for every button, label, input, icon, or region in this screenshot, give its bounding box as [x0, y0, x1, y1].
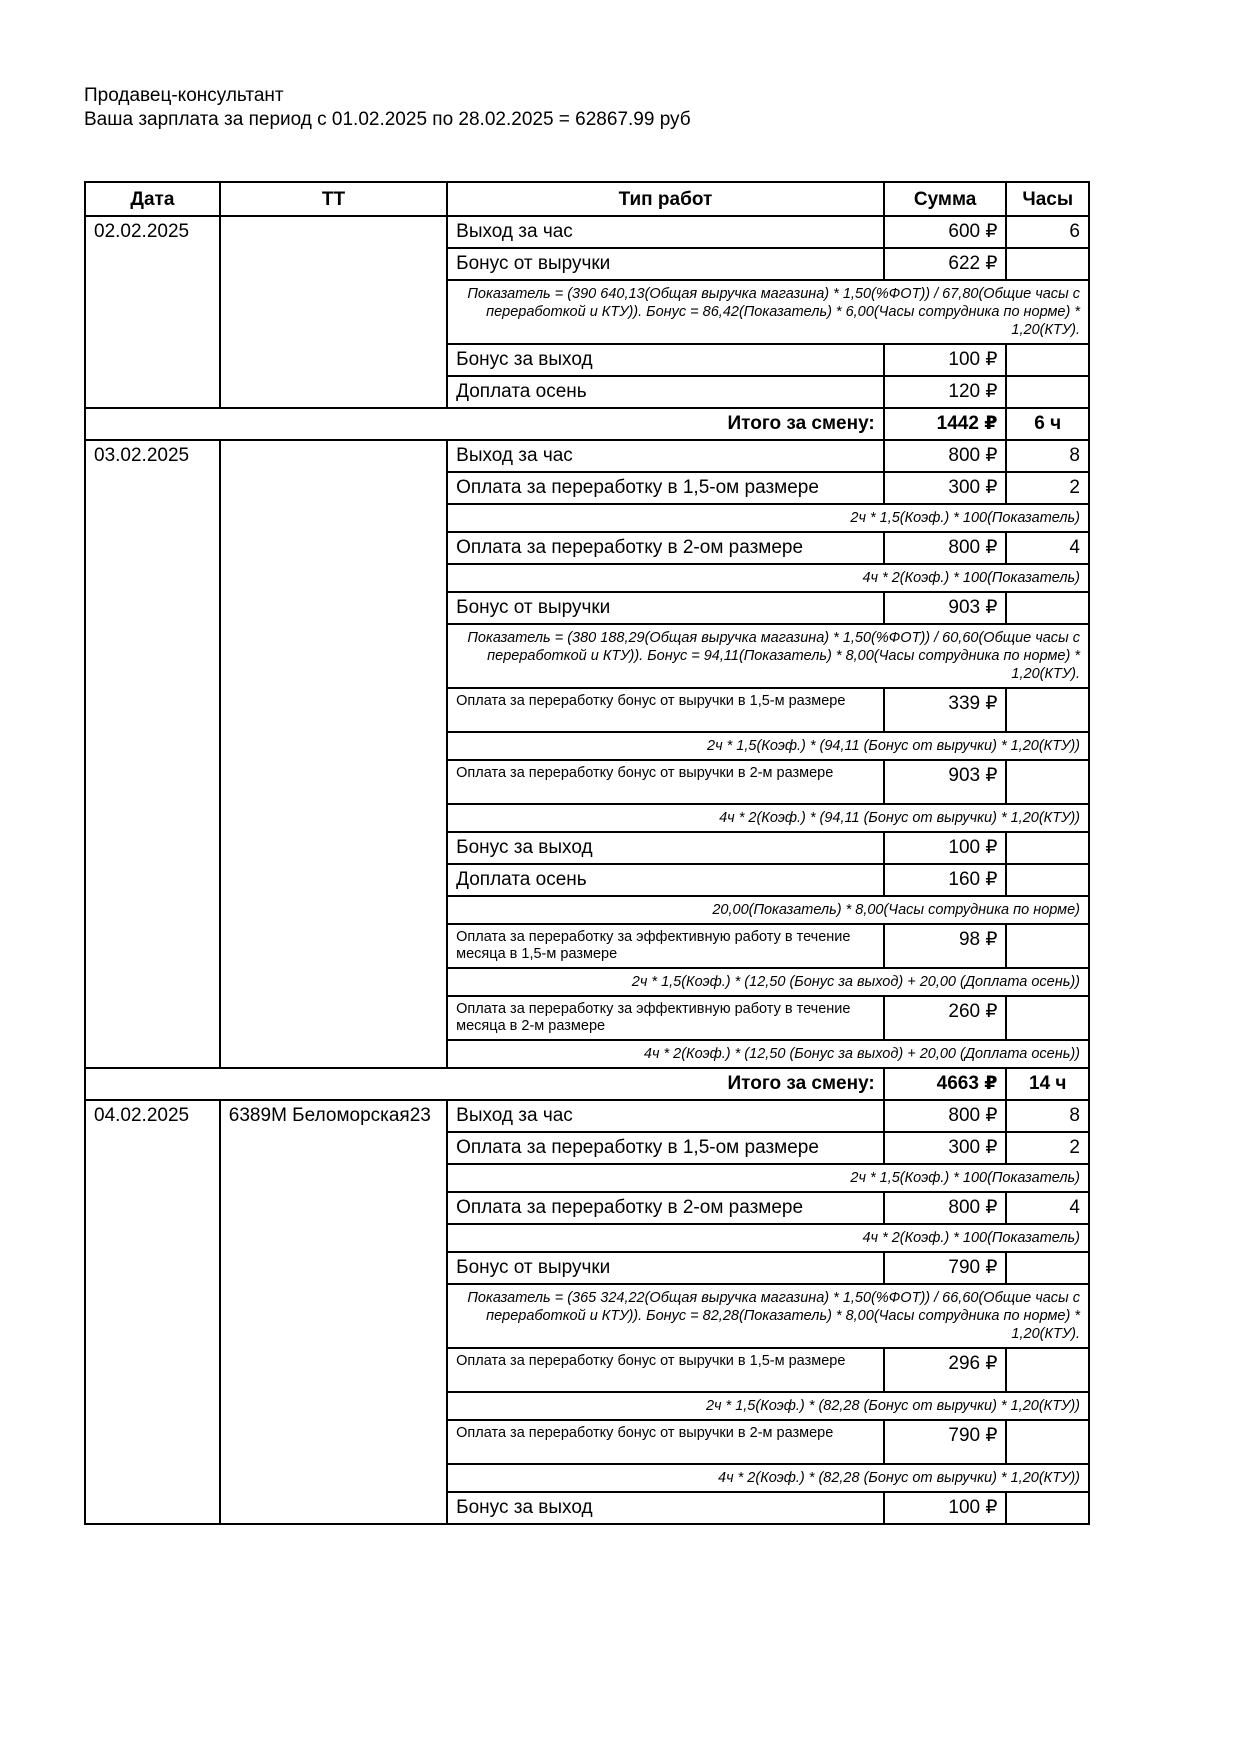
shift-total-sum: 4663 ₽: [884, 1068, 1007, 1100]
work-hours: [1006, 864, 1089, 896]
work-hours: 8: [1006, 1100, 1089, 1132]
work-hours: [1006, 1252, 1089, 1284]
work-hours: 4: [1006, 532, 1089, 564]
work-hours: [1006, 996, 1089, 1040]
work-amount: 600 ₽: [884, 216, 1007, 248]
shift-store: [220, 216, 447, 408]
payroll-body: [85, 216, 1089, 1524]
work-amount: 800 ₽: [884, 1100, 1007, 1132]
work-amount: 300 ₽: [884, 1132, 1007, 1164]
work-hours: [1006, 1348, 1089, 1392]
work-type-label: Оплата за переработку в 1,5-ом размере: [447, 472, 884, 504]
work-amount: 622 ₽: [884, 248, 1007, 280]
work-type-label: Бонус за выход: [447, 832, 884, 864]
column-header-sum: Сумма: [884, 182, 1007, 216]
work-hours: [1006, 248, 1089, 280]
shift-date: 04.02.2025: [85, 1100, 220, 1524]
calculation-note: 4ч * 2(Коэф.) * (12,50 (Бонус за выход) + 20,00 (Доплата осень)): [447, 1040, 1089, 1068]
work-amount: 98 ₽: [884, 924, 1007, 968]
position-title: Продавец-консультант: [84, 85, 284, 106]
work-hours: 8: [1006, 440, 1089, 472]
calculation-note: Показатель = (390 640,13(Общая выручка магазина) * 1,50(%ФОТ)) / 67,80(Общие часы с переработкой и КТУ)). Бонус = 86,42(Показатель) * 6,00(Часы сотрудника по норме) * 1,20(КТУ).: [447, 280, 1089, 344]
work-type-label: Оплата за переработку за эффективную работу в течение месяца в 2-м размере: [447, 996, 884, 1040]
work-type-label: Оплата за переработку бонус от выручки в 2-м размере: [447, 760, 884, 804]
work-type-label: Оплата за переработку бонус от выручки в 1,5-м размере: [447, 688, 884, 732]
work-type-label: Бонус за выход: [447, 344, 884, 376]
work-amount: 339 ₽: [884, 688, 1007, 732]
shift-total-label: Итого за смену:: [85, 1068, 884, 1100]
table-header-row: [85, 182, 1089, 216]
work-amount: 300 ₽: [884, 472, 1007, 504]
shift-total-row: [85, 1068, 1089, 1100]
work-type-label: Выход за час: [447, 216, 884, 248]
work-type-label: Оплата за переработку бонус от выручки в 1,5-м размере: [447, 1348, 884, 1392]
work-type-label: Доплата осень: [447, 376, 884, 408]
shift-store: [220, 440, 447, 1068]
column-header-date: Дата: [85, 182, 220, 216]
shift-date: 03.02.2025: [85, 440, 220, 1068]
work-amount: 100 ₽: [884, 832, 1007, 864]
work-hours: 2: [1006, 1132, 1089, 1164]
work-type-label: Оплата за переработку в 2-ом размере: [447, 1192, 884, 1224]
work-hours: [1006, 924, 1089, 968]
work-amount: 160 ₽: [884, 864, 1007, 896]
work-hours: [1006, 344, 1089, 376]
calculation-note: 2ч * 1,5(Коэф.) * (94,11 (Бонус от выручки) * 1,20(КТУ)): [447, 732, 1089, 760]
work-amount: 800 ₽: [884, 532, 1007, 564]
work-type-label: Выход за час: [447, 440, 884, 472]
shift-total-hours: 6 ч: [1006, 408, 1089, 440]
work-amount: 800 ₽: [884, 1192, 1007, 1224]
document-header: [84, 84, 691, 132]
column-header-work-type: Тип работ: [447, 182, 884, 216]
work-hours: [1006, 832, 1089, 864]
work-amount: 903 ₽: [884, 760, 1007, 804]
payroll-table: [84, 181, 1090, 1525]
calculation-note: 4ч * 2(Коэф.) * 100(Показатель): [447, 1224, 1089, 1252]
calculation-note: 4ч * 2(Коэф.) * (82,28 (Бонус от выручки) * 1,20(КТУ)): [447, 1464, 1089, 1492]
calculation-note: 4ч * 2(Коэф.) * (94,11 (Бонус от выручки) * 1,20(КТУ)): [447, 804, 1089, 832]
work-type-label: Доплата осень: [447, 864, 884, 896]
work-type-label: Оплата за переработку в 1,5-ом размере: [447, 1132, 884, 1164]
shift-total-hours: 14 ч: [1006, 1068, 1089, 1100]
work-type-label: Выход за час: [447, 1100, 884, 1132]
work-amount: 790 ₽: [884, 1252, 1007, 1284]
shift-date: 02.02.2025: [85, 216, 220, 408]
work-type-label: Бонус за выход: [447, 1492, 884, 1524]
work-hours: 2: [1006, 472, 1089, 504]
work-hours: [1006, 1420, 1089, 1464]
shift-total-row: [85, 408, 1089, 440]
work-amount: 100 ₽: [884, 344, 1007, 376]
work-item-row: [85, 1100, 1089, 1132]
work-hours: [1006, 760, 1089, 804]
shift-total-sum: 1442 ₽: [884, 408, 1007, 440]
calculation-note: Показатель = (380 188,29(Общая выручка магазина) * 1,50(%ФОТ)) / 60,60(Общие часы с переработкой и КТУ)). Бонус = 94,11(Показатель) * 8,00(Часы сотрудника по норме) * 1,20(КТУ).: [447, 624, 1089, 688]
calculation-note: 4ч * 2(Коэф.) * 100(Показатель): [447, 564, 1089, 592]
calculation-note: Показатель = (365 324,22(Общая выручка магазина) * 1,50(%ФОТ)) / 66,60(Общие часы с переработкой и КТУ)). Бонус = 82,28(Показатель) * 8,00(Часы сотрудника по норме) * 1,20(КТУ).: [447, 1284, 1089, 1348]
work-amount: 260 ₽: [884, 996, 1007, 1040]
work-type-label: Оплата за переработку бонус от выручки в 2-м размере: [447, 1420, 884, 1464]
work-amount: 120 ₽: [884, 376, 1007, 408]
shift-total-label: Итого за смену:: [85, 408, 884, 440]
work-type-label: Бонус от выручки: [447, 1252, 884, 1284]
work-amount: 790 ₽: [884, 1420, 1007, 1464]
calculation-note: 2ч * 1,5(Коэф.) * (82,28 (Бонус от выручки) * 1,20(КТУ)): [447, 1392, 1089, 1420]
work-item-row: [85, 216, 1089, 248]
work-amount: 800 ₽: [884, 440, 1007, 472]
work-type-label: Оплата за переработку в 2-ом размере: [447, 532, 884, 564]
work-type-label: Бонус от выручки: [447, 592, 884, 624]
column-header-tt: ТТ: [220, 182, 447, 216]
calculation-note: 20,00(Показатель) * 8,00(Часы сотрудника по норме): [447, 896, 1089, 924]
work-hours: [1006, 688, 1089, 732]
work-item-row: [85, 440, 1089, 472]
work-hours: [1006, 1492, 1089, 1524]
calculation-note: 2ч * 1,5(Коэф.) * (12,50 (Бонус за выход) + 20,00 (Доплата осень)): [447, 968, 1089, 996]
work-amount: 100 ₽: [884, 1492, 1007, 1524]
work-hours: [1006, 376, 1089, 408]
work-amount: 296 ₽: [884, 1348, 1007, 1392]
column-header-hours: Часы: [1006, 182, 1089, 216]
work-type-label: Оплата за переработку за эффективную работу в течение месяца в 1,5-м размере: [447, 924, 884, 968]
work-hours: [1006, 592, 1089, 624]
work-type-label: Бонус от выручки: [447, 248, 884, 280]
work-amount: 903 ₽: [884, 592, 1007, 624]
calculation-note: 2ч * 1,5(Коэф.) * 100(Показатель): [447, 504, 1089, 532]
shift-store: 6389М Беломорская23: [220, 1100, 447, 1524]
work-hours: 6: [1006, 216, 1089, 248]
work-hours: 4: [1006, 1192, 1089, 1224]
salary-summary: Ваша зарплата за период с 01.02.2025 по 28.02.2025 = 62867.99 руб: [84, 109, 691, 130]
calculation-note: 2ч * 1,5(Коэф.) * 100(Показатель): [447, 1164, 1089, 1192]
